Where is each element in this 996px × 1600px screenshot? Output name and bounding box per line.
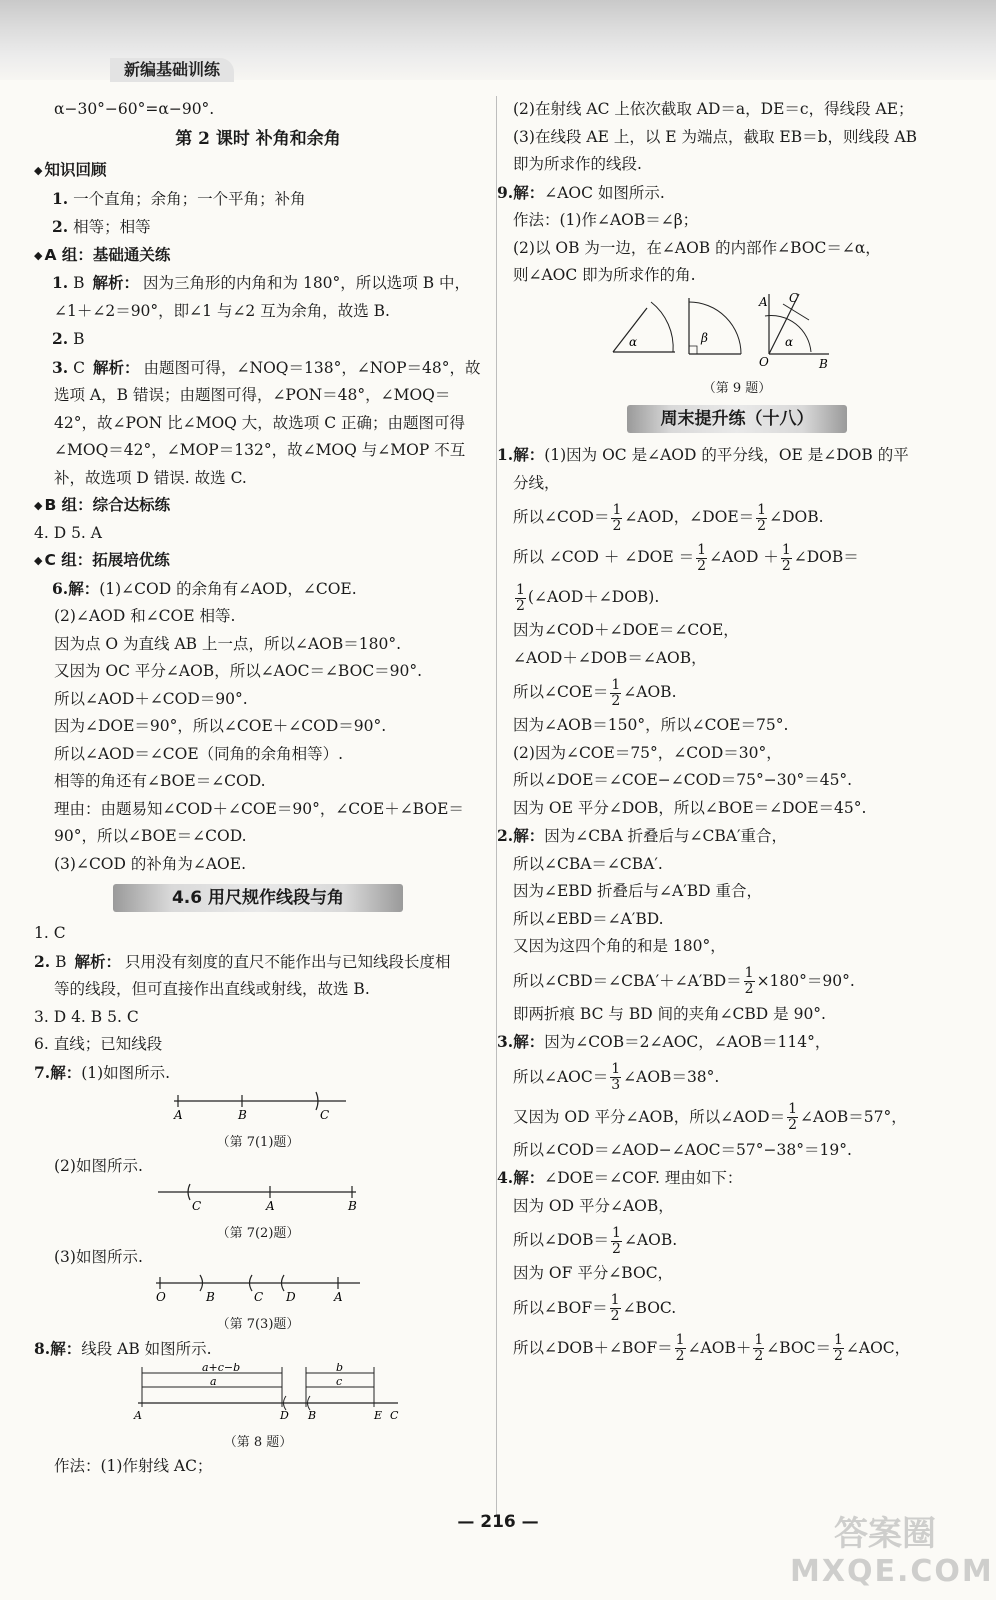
- solution-text: ∠DOE＝∠COF. 理由如下：: [544, 1169, 743, 1187]
- question-number: 1.: [497, 445, 514, 464]
- text-fragment: ∠BOC.: [622, 1298, 677, 1317]
- fraction-numerator: 1: [781, 541, 791, 558]
- text-line: 因为 OE 平分∠DOB，所以∠BOE＝∠DOE＝45°.: [513, 798, 867, 817]
- length-label: a: [210, 1375, 217, 1388]
- solution-label: 解：: [50, 1062, 82, 1082]
- text-fragment: 所以∠COE＝: [513, 683, 609, 701]
- text-line: (3)在线段 AE 上，以 E 为端点，截取 EB＝b，则线段 AB: [513, 127, 918, 146]
- fraction-denominator: 2: [612, 517, 622, 534]
- text-line: 理由：由题易知∠COD＋∠COE＝90°，∠COE＋∠BOE＝: [54, 799, 464, 818]
- section-heading: ◆ 知识回顾: [34, 157, 482, 185]
- construction-diagram: [34, 1363, 482, 1423]
- text-fragment: 所以∠DOB＋∠BOF＝: [513, 1338, 673, 1357]
- segment-diagram: [34, 1271, 482, 1305]
- fraction-denominator: 2: [788, 1117, 798, 1133]
- fraction: [833, 1333, 844, 1364]
- analysis-label: 解析：: [92, 273, 140, 292]
- figure-caption: （第 7(2)题）: [216, 1225, 300, 1241]
- angle-label: β: [701, 330, 708, 345]
- fraction: [611, 503, 622, 534]
- figure-caption: （第 7(3)题）: [216, 1316, 300, 1332]
- watermark-url: MXQE.COM: [790, 1554, 994, 1589]
- answer-line: [34, 575, 482, 604]
- text-line: 因为点 O 为直线 AB 上一点，所以∠AOB＝180°.: [54, 634, 402, 653]
- solution-label: 解：: [513, 1168, 545, 1187]
- answer-line: 1. C: [34, 924, 66, 942]
- fraction: [696, 543, 707, 574]
- question-number: 4.: [497, 1168, 514, 1187]
- fraction-denominator: 2: [744, 981, 754, 997]
- formula-line: [513, 1288, 961, 1328]
- figure-caption: （第 8 题）: [223, 1434, 293, 1450]
- answer-choice: C: [73, 358, 85, 377]
- column-divider: [496, 96, 497, 1516]
- text-line: 所以∠AOD＝∠COE（同角的余角相等）.: [54, 744, 344, 763]
- solution-text: ∠AOC 如图所示.: [544, 183, 665, 202]
- fraction-numerator: 1: [611, 676, 621, 693]
- question-number: 3.: [52, 357, 69, 377]
- text-line: 因为 OF 平分∠BOC，: [513, 1264, 674, 1282]
- point-label: C: [192, 1199, 202, 1213]
- compass-arc: [651, 302, 673, 352]
- section-banner: 4.6 用尺规作线段与角: [113, 884, 403, 912]
- text-fragment: ∠AOC，: [845, 1338, 911, 1357]
- solution-text: (1)∠COD 的余角有∠AOD，∠COE.: [99, 579, 357, 598]
- text-line: α−30°−60°=α−90°.: [54, 100, 215, 118]
- analysis-label: 解析：: [74, 951, 122, 971]
- point-label: B: [308, 1409, 317, 1422]
- text-line: 补，故选项 D 错误. 故选 C.: [54, 468, 247, 487]
- point-label: O: [759, 354, 769, 369]
- text-line: 分线，: [513, 473, 560, 492]
- point-label: B: [348, 1199, 357, 1213]
- answer-line: 6. 直线；已知线段: [34, 1035, 163, 1053]
- answer-line: [34, 948, 482, 977]
- fraction-numerator: 1: [757, 501, 767, 518]
- text-line: 选项 A，B 错误；由题图可得，∠PON＝48°，∠MOQ＝: [54, 386, 451, 404]
- fraction: [610, 1293, 621, 1324]
- answer-line: [34, 1335, 482, 1364]
- solution-text: (1)因为 OC 是∠AOD 的平分线，OE 是∠DOB 的平: [544, 446, 909, 464]
- point-label: B: [206, 1290, 215, 1304]
- text-line: ∠1＋∠2＝90°，即∠1 与∠2 互为余角，故选 B.: [54, 301, 390, 320]
- answer-line: [34, 354, 482, 383]
- text-fragment: 又因为 OD 平分∠AOB，所以∠AOD＝: [513, 1107, 786, 1126]
- text-line: (3)∠COD 的补角为∠AOE.: [54, 854, 246, 873]
- text-line: 因为∠AOB＝150°，所以∠COE＝75°.: [513, 716, 789, 734]
- text-line: 即为所求作的线段.: [513, 155, 642, 173]
- figure-caption: （第 9 题）: [702, 381, 772, 396]
- text-line: (2)以 OB 为一边，在∠AOB 的内部作∠BOC＝∠α，: [513, 238, 881, 257]
- text-fragment: ∠BOC＝: [766, 1338, 831, 1357]
- point-label: B: [819, 356, 828, 370]
- text-fragment: (∠AOD＋∠DOB).: [527, 588, 660, 606]
- text-fragment: ∠DOB＝: [793, 548, 859, 566]
- fraction-denominator: 2: [697, 557, 707, 574]
- point-label: A: [174, 1108, 183, 1122]
- text-line: 作法：(1)作射线 AC；: [54, 1456, 213, 1475]
- analysis-label: 解析：: [93, 357, 140, 377]
- text-line: 作法：(1)作∠AOB＝∠β；: [513, 211, 699, 229]
- text-fragment: ∠AOB.: [623, 1231, 678, 1249]
- question-number: 9.: [497, 182, 514, 202]
- solution-label: 解：: [513, 182, 545, 202]
- question-number: 2.: [34, 951, 51, 971]
- text-line: (2)因为∠COE＝75°，∠COD＝30°，: [513, 743, 782, 762]
- solution-text: (1)如图所示.: [81, 1063, 171, 1082]
- solution-label: 解：: [513, 445, 545, 464]
- point-label: A: [266, 1199, 275, 1213]
- point-label: C: [789, 290, 799, 305]
- text-line: 所以∠AOD＋∠COD＝90°.: [54, 689, 248, 708]
- fraction-numerator: 1: [697, 541, 707, 558]
- fraction: [781, 543, 792, 574]
- text-line: 42°，故∠PON 比∠MOQ 大，故选项 C 正确；由题图可得: [54, 413, 466, 432]
- fraction-numerator: 1: [612, 501, 622, 518]
- text-fragment: ×180°＝90°.: [756, 971, 855, 990]
- text-line: 因为∠DOE＝90°，所以∠COE＋∠COD＝90°.: [54, 717, 387, 735]
- left-column: [34, 96, 482, 1480]
- formula-line: [513, 537, 961, 577]
- solution-label: 解：: [50, 1338, 82, 1358]
- segment-diagram: [34, 1087, 482, 1123]
- text-line: (2)如图所示.: [54, 1156, 143, 1175]
- fraction: [756, 503, 767, 534]
- answer-choice: B: [55, 952, 67, 971]
- question-number: 2.: [52, 329, 69, 348]
- answer-line: [34, 213, 482, 242]
- text-fragment: ∠AOD ＋: [709, 548, 779, 566]
- answer-choice: B: [73, 330, 85, 348]
- text-line: 所以∠DOE＝∠COE−∠COD＝75°−30°＝45°.: [513, 771, 853, 789]
- text-fragment: 所以∠AOC＝: [513, 1067, 609, 1086]
- answer-line: [34, 269, 482, 298]
- text-line: 所以∠COD＝∠AOD−∠AOC＝57°−38°＝19°.: [513, 1140, 852, 1159]
- formula-line: [513, 1057, 961, 1097]
- formula-line: [513, 1097, 961, 1137]
- text-line: ∠MOQ＝42°，∠MOP＝132°，故∠MOQ 与∠MOP 不互: [54, 441, 466, 459]
- formula-line: [513, 497, 961, 537]
- fraction-denominator: 2: [611, 692, 621, 709]
- header-title: 新编基础训练: [110, 58, 234, 82]
- fraction-numerator: 1: [834, 1332, 843, 1348]
- text-line: ∠AOD＋∠DOB＝∠AOB，: [513, 648, 707, 667]
- point-label: O: [156, 1290, 166, 1304]
- text-line: (2)∠AOD 和∠COE 相等.: [54, 607, 236, 625]
- fraction-numerator: 1: [611, 1061, 621, 1077]
- text-fragment: 所以∠BOF＝: [513, 1298, 608, 1317]
- page-number: — 216 —: [457, 1512, 539, 1532]
- solution-text: 线段 AB 如图所示.: [81, 1339, 212, 1358]
- fraction: [610, 1062, 621, 1093]
- length-label: a+c−b: [202, 1363, 241, 1374]
- fraction-denominator: 3: [611, 1077, 621, 1093]
- angle-label: α: [629, 334, 638, 349]
- fraction-denominator: 2: [675, 1348, 685, 1364]
- answer-line: [34, 325, 482, 354]
- figure-8: [34, 1363, 482, 1453]
- fraction: [610, 678, 621, 709]
- solution-text: 因为∠COB＝2∠AOC，∠AOB＝114°，: [544, 1033, 831, 1051]
- section-heading: ◆ A 组：基础通关练: [34, 242, 482, 270]
- text-fragment: ∠AOB＝57°，: [800, 1107, 907, 1126]
- answer-line: [497, 822, 961, 851]
- figure-7-2: [34, 1180, 482, 1244]
- question-number: 1.: [52, 188, 69, 208]
- question-number: 8.: [34, 1338, 51, 1358]
- text-fragment: 所以∠DOB＝: [513, 1231, 610, 1249]
- answer-line: [497, 1164, 961, 1193]
- fraction-denominator: 2: [754, 1348, 764, 1364]
- fraction-denominator: 2: [610, 1308, 620, 1324]
- answer-line: [34, 1059, 482, 1088]
- point-label: D: [286, 1290, 296, 1304]
- angle-label: α: [785, 334, 794, 349]
- text-line: 90°，所以∠BOE＝∠COD.: [54, 827, 247, 845]
- text-line: (2)在射线 AC 上依次截取 AD＝a，DE＝c，得线段 AE；: [513, 100, 914, 118]
- watermark-text: 答案圈: [834, 1514, 936, 1554]
- answer-text: 相等；相等: [73, 218, 151, 236]
- text-fragment: 所以 ∠COD ＋ ∠DOE ＝: [513, 548, 695, 566]
- question-number: 3.: [497, 1032, 514, 1051]
- section-heading: ◆ C 组：拓展培优练: [34, 547, 482, 575]
- analysis-text: 因为三角形的内角和为 180°，所以选项 B 中，: [143, 274, 471, 292]
- fraction-denominator: 2: [834, 1348, 843, 1364]
- fraction-denominator: 2: [612, 1240, 621, 1257]
- figure-caption: （第 7(1)题）: [216, 1134, 300, 1150]
- fraction-numerator: 1: [788, 1101, 798, 1117]
- point-label: E: [374, 1409, 383, 1422]
- text-line: 相等的角还有∠BOE＝∠COD.: [54, 772, 266, 790]
- text-fragment: ∠DOB.: [769, 508, 824, 526]
- answer-choice: B: [73, 274, 85, 292]
- point-label: B: [238, 1108, 247, 1122]
- text-line: (3)如图所示.: [54, 1247, 143, 1266]
- angle-diagram: [513, 290, 961, 370]
- section-heading: ◆ B 组：综合达标练: [34, 492, 482, 520]
- solution-label: 解：: [68, 578, 100, 598]
- point-label: C: [254, 1290, 264, 1304]
- analysis-text: 只用没有刻度的直尺不能作出与已知线段长度相: [125, 952, 451, 971]
- text-fragment: 所以∠COD＝: [513, 508, 610, 526]
- fraction-denominator: 2: [781, 557, 791, 574]
- answer-line: [497, 441, 961, 470]
- solution-label: 解：: [513, 826, 545, 845]
- formula-line: [513, 1220, 961, 1260]
- fraction: [753, 1333, 764, 1364]
- text-line: 又因为这四个角的和是 180°，: [513, 937, 726, 955]
- right-angle-mark: [689, 346, 697, 354]
- answer-line: [497, 1028, 961, 1057]
- analysis-text: 由题图可得，∠NOQ＝138°，∠NOP＝48°，故: [143, 358, 481, 377]
- text-line: 即两折痕 BC 与 BD 间的夹角∠CBD 是 90°.: [513, 1004, 826, 1023]
- question-number: 1.: [52, 273, 69, 292]
- point-label: C: [320, 1108, 330, 1122]
- fraction-numerator: 1: [675, 1332, 685, 1348]
- point-label: C: [390, 1409, 399, 1422]
- fraction-numerator: 1: [610, 1292, 620, 1308]
- fraction-numerator: 1: [516, 581, 525, 598]
- fraction: [787, 1102, 798, 1133]
- fraction-numerator: 1: [612, 1224, 621, 1241]
- text-line: 所以∠CBA＝∠CBA′.: [513, 854, 663, 873]
- watermark-logo: [790, 1514, 994, 1595]
- text-line: 因为∠COD＋∠DOE＝∠COE，: [513, 621, 739, 639]
- solution-text: 因为∠CBA 折叠后与∠CBA′重合，: [544, 827, 788, 845]
- length-label: c: [336, 1375, 343, 1388]
- figure-7-1: [34, 1087, 482, 1153]
- text-line: 则∠AOC 即为所求作的角.: [513, 266, 696, 284]
- formula-line: [513, 1328, 961, 1368]
- point-label: A: [134, 1409, 142, 1422]
- answer-text: 一个直角；余角；一个平角；补角: [73, 189, 306, 208]
- text-fragment: ∠AOB.: [623, 683, 677, 701]
- page-number-value: 216: [480, 1512, 516, 1532]
- length-label: b: [336, 1363, 344, 1374]
- text-fragment: ∠AOB＝38°.: [623, 1067, 720, 1086]
- text-line: 因为∠EBD 折叠后与∠A′BD 重合，: [513, 882, 762, 900]
- question-number: 2.: [497, 826, 514, 845]
- fraction-numerator: 1: [744, 965, 754, 981]
- fraction: [744, 966, 755, 997]
- fraction-numerator: 1: [754, 1332, 764, 1348]
- fraction: [611, 1226, 622, 1257]
- question-number: 6.: [52, 578, 69, 598]
- point-label: D: [280, 1409, 289, 1422]
- formula-line: [513, 577, 961, 617]
- point-label: A: [759, 294, 768, 309]
- fraction: [675, 1333, 686, 1364]
- fraction: [515, 583, 526, 614]
- formula-line: [513, 961, 961, 1001]
- lesson-title: 第 2 课时 补角和余角: [175, 128, 341, 149]
- solution-label: 解：: [513, 1032, 545, 1051]
- answer-line: 4. D 5. A: [34, 523, 102, 542]
- text-fragment: ∠AOD，∠DOE＝: [624, 508, 755, 526]
- section-banner: 周末提升练（十八）: [627, 405, 847, 433]
- figure-9: [513, 290, 961, 400]
- text-line: 所以∠EBD＝∠A′BD.: [513, 909, 664, 928]
- answer-line: [34, 185, 482, 214]
- right-column: [497, 96, 961, 1368]
- question-number: 7.: [34, 1062, 51, 1082]
- text-line: 等的线段，但可直接作出直线或射线，故选 B.: [54, 980, 370, 998]
- figure-7-3: [34, 1271, 482, 1335]
- question-number: 2.: [52, 217, 69, 236]
- segment-diagram: [34, 1180, 482, 1214]
- answer-line: 3. D 4. B 5. C: [34, 1007, 139, 1026]
- text-fragment: ∠AOB＋: [687, 1338, 752, 1357]
- answer-line: [497, 179, 961, 208]
- fraction-denominator: 2: [757, 517, 767, 534]
- point-label: A: [334, 1290, 343, 1304]
- text-fragment: 所以∠CBD＝∠CBA′＋∠A′BD＝: [513, 971, 742, 990]
- text-line: 又因为 OC 平分∠AOB，所以∠AOC＝∠BOC＝90°.: [54, 662, 423, 680]
- formula-line: [513, 672, 961, 712]
- fraction-denominator: 2: [516, 597, 525, 614]
- text-line: 因为 OD 平分∠AOB，: [513, 1196, 674, 1215]
